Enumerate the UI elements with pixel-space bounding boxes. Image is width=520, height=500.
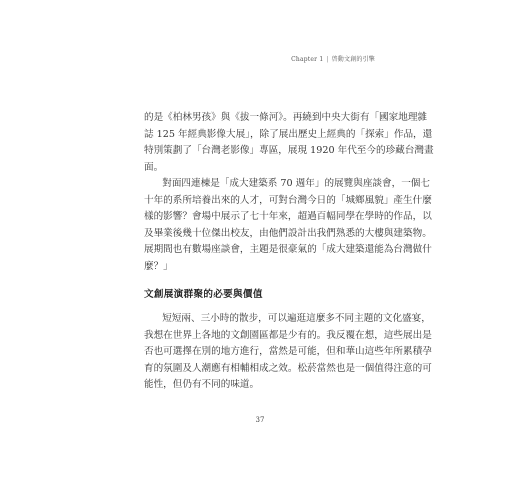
text-line: 特別策劃了「台灣老影像」專區，展現 1920 年代至今的珍藏台灣畫 — [144, 145, 434, 156]
section-heading: 文創展演群聚的必要與價值 — [144, 289, 263, 300]
text-line: 面。 — [144, 161, 164, 173]
text-line: 育的氛圍及人潮應有相輔相成之效。松菸當然也是一個值得注意的可 — [144, 362, 432, 374]
text-line: 十年的系所培養出來的人才，可對台灣今日的「城鄉風貌」產生什麼 — [144, 194, 432, 206]
paragraph-2 — [144, 176, 432, 275]
page-number: 37 — [255, 416, 265, 424]
paragraph-1 — [144, 110, 434, 176]
text-line: 短短兩、三小時的散步，可以遍逛這麼多不同主題的文化盛宴， — [162, 313, 431, 324]
text-line: 誌 125 年經典影像大展」，除了展出歷史上經典的「探索」作品，還 — [144, 128, 433, 140]
chapter-title: 啓動文創的引擎 — [331, 56, 375, 63]
chapter-label: Chapter 1 — [291, 56, 324, 63]
text-line: 否也可選擇在別的地方進行，當然是可能，但和華山這些年所累積孕 — [144, 346, 432, 357]
running-header — [291, 54, 375, 63]
paragraph-3 — [144, 311, 432, 394]
text-line: 的是《柏林男孩》與《拔一條河》。再繞到中央大街有「國家地理雜 — [144, 112, 428, 123]
text-line: 展期間也有數場座談會，主題是很豪氣的「成大建築還能為台灣做什 — [144, 244, 432, 255]
text-line: 我想在世界上各地的文創園區都是少有的。我反覆在想，這些展出是 — [144, 329, 432, 341]
text-line: 樣的影響？會場中展示了七十年來，超過百幅同學在學時的作品，以 — [144, 211, 432, 222]
text-line: 及畢業後幾十位傑出校友，由他們設計出我們熟悉的大樓與建築物。 — [144, 227, 432, 239]
header-separator: | — [326, 56, 329, 63]
text-line: 麼？」 — [144, 260, 173, 272]
text-line: 能性，但仍有不同的味道。 — [144, 379, 260, 390]
text-line: 對面四連棟是「成大建築系 70 週年」的展覽與座談會，一個七 — [162, 178, 430, 189]
